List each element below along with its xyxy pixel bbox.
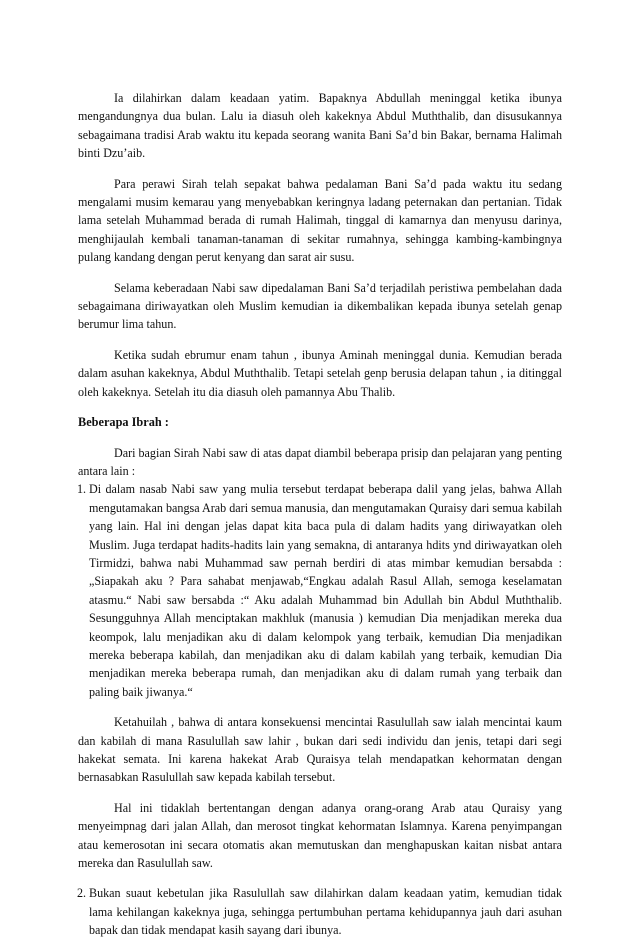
paragraph-birth: Ia dilahirkan dalam keadaan yatim. Bapaknya Abdullah meninggal ketika ibunya mengandungnya dua bulan. Lalu ia diasuh oleh kakeknya Abdul Muththalib, dan disusukannya sebagaimana tradisi Arab waktu itu kepada seorang wanita Bani Sa’d bin Bakar, bernama Halimah binti Dzu’aib. bbox=[78, 91, 562, 161]
document-page bbox=[78, 89, 562, 940]
lesson-list bbox=[78, 480, 562, 701]
paragraph-consequence: Ketahuilah , bahwa di antara konsekuensi mencintai Rasulullah saw ialah mencintai kaum dan kabilah di mana Rasulullah saw lahir , bukan dari sedi individu dan jenis, tetapi dari segi hakekat semata. Ini karena hakekat Arab Quraisya telah mendapatkan kehormatan dengan bernasabkan Rasulullah saw kepada kabilah tersebut. bbox=[78, 715, 562, 785]
list-item-text: Di dalam nasab Nabi saw yang mulia tersebut terdapat beberapa dalil yang jelas, bahwa Allah mengutamakan bangsa Arab dari semua manusia, dan mengutamakan Quraisy dari semua kabilah yang lain. Hal ini dengan jelas dapat kita baca pula di dalam hadits yang diriwayatkan oleh Muslim. Juga terdapat hadits-hadits lain yang semakna, di antaranya hdits ynd diriwayatkan oleh Tirmidzi, bahwa nabi Muhammad saw pernah berdiri di atas mimbar kemudian bersabda : „Siapakah aku ? Para sahabat menjawab,“Engkau adalah Rasul Allah, semoga keselamatan atasmu.“ Nabi saw bersabda :“ Aku adalah Muhammad bin Adullah bin Abdul Muththalib. Sesungguhnya Allah menciptakan makhluk (manusia ) kemudian Dia menjadikan mereka dua keompok, lalu menjadikan aku di dalam kelompok yang terbaik, kemudian Dia menjadikan mereka beberapa kabilah, dan menjadikan aku di dalam kabilah yang terbaik, kemudian Dia menjadikan mereka beberapa rumah, dan menjadikan aku di dalam rumah yang terbaik dan paling baik jiwanya.“ bbox=[89, 482, 562, 699]
list-number: 1. bbox=[77, 482, 87, 497]
paragraph-deviation: Hal ini tidaklah bertentangan dengan adanya orang-orang Arab atau Quraisy yang menyeimpnag dari jalan Allah, dan merosot tingkat kehormatan Islamnya. Karena penyimpangan atau kemerosotan ini secara otomatis akan memutuskan dan menghapuskan kaitan nisbat antara mereka dan Rasulullah saw. bbox=[78, 800, 562, 871]
paragraph-abu-thalib: Ketika sudah ebrumur enam tahun , ibunya Aminah meninggal dunia. Kemudian berada dalam asuhan kakeknya, Abdul Muththalib. Tetapi setelah genp berusia delapan tahun , ia ditinggal oleh kakeknya. Setelah itu dia diasuh oleh pamannya Abu Thalib. bbox=[78, 347, 562, 399]
list-item bbox=[78, 480, 562, 701]
paragraph-intro: Dari bagian Sirah Nabi saw di atas dapat diambil beberapa prisip dan pelajaran yang penting antara lain : bbox=[78, 445, 562, 478]
list-item-text: Bukan suaut kebetulan jika Rasulullah saw dilahirkan dalam keadaan yatim, kemudian tidak lama kehilangan kakeknya juga, sehingga pertumbuhan pertama kehidupannya jauh dari asuhan bapak dan tidak mendapat kasih sayang dari ibunya. bbox=[89, 886, 562, 938]
lesson-list-continued bbox=[78, 884, 562, 939]
list-number: 2. bbox=[77, 886, 87, 901]
list-item bbox=[78, 884, 562, 939]
section-heading: Beberapa Ibrah : bbox=[78, 415, 169, 430]
paragraph-chest-splitting: Selama keberadaan Nabi saw dipedalaman Bani Sa’d terjadilah peristiwa pembelahan dada sebagaimana diriwayatkan oleh Muslim kemudian ia dikembalikan kepada ibunya setelah genap berumur lima tahun. bbox=[78, 280, 562, 332]
paragraph-halimah: Para perawi Sirah telah sepakat bahwa pedalaman Bani Sa’d pada waktu itu sedang mengalami musim kemarau yang menyebabkan keringnya ladang peternakan dan pertanian. Tidak lama setelah Muhammad berada di rumah Halimah, tinggal di kamarnya dan menyusu darinya, menghijaulah kembali tanaman-tanaman di sekitar rumahnya, sehingga kambing-kambingnya pulang kandang dengan perut kenyang dan sarat air susu. bbox=[78, 176, 562, 265]
